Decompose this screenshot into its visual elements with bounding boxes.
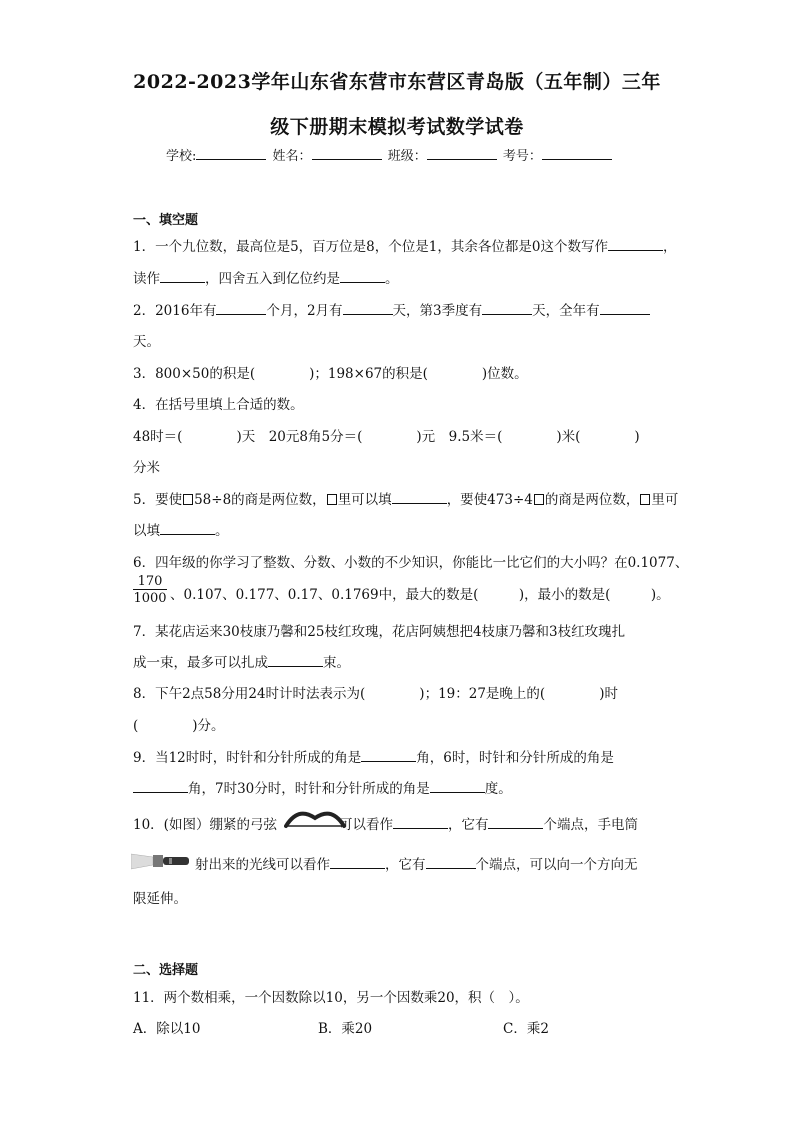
answer-blank[interactable] xyxy=(393,816,448,829)
question-5-text: 里可以填 xyxy=(337,492,392,508)
question-5-line1 xyxy=(133,488,678,508)
question-2-text: 天，全年有 xyxy=(532,303,600,319)
question-7-line2 xyxy=(133,651,350,671)
answer-blank[interactable] xyxy=(340,270,385,283)
square-box-icon xyxy=(534,494,544,505)
answer-blank[interactable] xyxy=(330,856,385,869)
question-1-text: 。 xyxy=(385,271,399,287)
answer-blank[interactable] xyxy=(268,654,323,667)
question-10-text: 可以看作 xyxy=(338,817,393,833)
answer-blank[interactable] xyxy=(133,780,188,793)
question-5-text: 的商是两位数， xyxy=(544,492,640,508)
school-label: 学校: xyxy=(166,149,197,164)
question-7-text: 成一束，最多可以扎成 xyxy=(133,655,268,671)
question-4-line: 48时＝( )天 20元8角5分＝( )元 9.5米＝( )米( ) xyxy=(133,429,640,445)
answer-blank[interactable] xyxy=(343,302,393,315)
question-5-text: ，要使473÷4 xyxy=(446,492,533,508)
fraction-170-over-1000 xyxy=(133,574,167,607)
question-2-text: 2．2016年有 xyxy=(133,303,217,319)
bow-string-image xyxy=(284,810,346,830)
answer-blank[interactable] xyxy=(600,302,650,315)
name-blank[interactable] xyxy=(312,147,382,160)
school-blank[interactable] xyxy=(196,147,266,160)
answer-blank[interactable] xyxy=(361,749,416,762)
class-label: 班级： xyxy=(387,149,427,164)
question-2-line2: 天。 xyxy=(133,334,160,350)
question-9-text: 角，7时30分时，时针和分针所成的角是 xyxy=(188,781,430,797)
question-6-line2: 、0.107、0.177、0.17、0.1769中，最大的数是( )，最小的数是( )。 xyxy=(170,587,670,603)
question-10-line1 xyxy=(133,813,638,833)
section-heading-fill-in: 一、填空题 xyxy=(133,213,199,228)
question-4-prompt: 4．在括号里填上合适的数。 xyxy=(133,397,304,413)
question-10-text: 个端点，手电筒 xyxy=(543,817,638,833)
name-label: 姓名： xyxy=(272,149,312,164)
question-10-text: ，它有 xyxy=(385,857,426,873)
question-10-text: 个端点，可以向一个方向无 xyxy=(475,857,638,873)
question-1-line1 xyxy=(133,235,676,255)
option-c[interactable]: C．乘2 xyxy=(503,1021,549,1037)
answer-blank[interactable] xyxy=(430,780,485,793)
fraction-numerator: 170 xyxy=(133,574,167,590)
question-1-text: ，四舍五入到亿位约是 xyxy=(205,271,340,287)
question-9-line2 xyxy=(133,777,512,797)
section-heading-choice: 二、选择题 xyxy=(133,963,199,978)
fraction-denominator: 1000 xyxy=(133,591,167,606)
question-7-line1: 7．某花店运来30枝康乃馨和25枝红玫瑰，花店阿姨想把4枝康乃馨和3枝红玫瑰扎 xyxy=(133,624,626,640)
answer-blank[interactable] xyxy=(160,522,215,535)
question-11-stem: 11．两个数相乘，一个因数除以10，另一个因数乘20，积（ ）。 xyxy=(133,990,529,1006)
question-1-text: ， xyxy=(662,239,677,255)
exam-title-line1: 2022-2023学年山东省东营市东营区青岛版（五年制）三年 xyxy=(133,71,661,93)
answer-blank[interactable] xyxy=(482,302,532,315)
question-1-text: 读作 xyxy=(133,271,160,287)
question-2-text: 天，第3季度有 xyxy=(392,303,483,319)
question-9-text: 度。 xyxy=(484,781,512,797)
question-5-text: 里可 xyxy=(651,492,679,508)
square-box-icon xyxy=(183,494,193,505)
question-5-text: 。 xyxy=(215,523,229,539)
question-8-line2: ( )分。 xyxy=(133,718,225,734)
question-8-line1: 8．下午2点58分用24时计时法表示为( )；19：27是晚上的( )时 xyxy=(133,686,618,702)
square-box-icon xyxy=(327,494,337,505)
question-9-text: 9．当12时时，时针和分针所成的角是 xyxy=(133,750,362,766)
question-9-text: 角，6时，时针和分针所成的角是 xyxy=(416,750,614,766)
answer-blank[interactable] xyxy=(392,491,447,504)
question-2-line1 xyxy=(133,299,650,319)
question-10-text: ，它有 xyxy=(447,817,489,833)
question-5-text: 58÷8的商是两位数， xyxy=(194,492,326,508)
question-10-text: 10．(如图）绷紧的弓弦 xyxy=(133,817,277,833)
question-10-line3: 限延伸。 xyxy=(133,891,187,907)
question-2-text: 个月，2月有 xyxy=(266,303,343,319)
flashlight-image xyxy=(131,848,191,874)
question-5-text: 5．要使 xyxy=(133,492,183,508)
question-1-text: 1．一个九位数，最高位是5，百万位是8，个位是1，其余各位都是0这个数写作 xyxy=(133,239,608,255)
answer-blank[interactable] xyxy=(160,270,205,283)
question-4-tail: 分米 xyxy=(133,460,160,476)
question-10-text: 射出来的光线可以看作 xyxy=(195,857,330,873)
answer-blank[interactable] xyxy=(608,238,663,251)
square-box-icon xyxy=(640,494,650,505)
question-5-text: 以填 xyxy=(133,523,160,539)
student-info-row xyxy=(166,145,614,164)
question-5-line2 xyxy=(133,519,229,539)
question-1-line2 xyxy=(133,267,399,287)
answer-blank[interactable] xyxy=(488,816,543,829)
question-9-line1 xyxy=(133,746,614,766)
question-6-line1: 6．四年级的你学习了整数、分数、小数的不少知识，你能比一比它们的大小吗？在0.1077、 xyxy=(133,555,689,571)
question-10-line2 xyxy=(195,853,638,873)
question-7-text: 束。 xyxy=(323,655,350,671)
option-b[interactable]: B．乘20 xyxy=(318,1021,373,1037)
question-3: 3．800×50的积是( )；198×67的积是( )位数。 xyxy=(133,366,528,382)
number-blank[interactable] xyxy=(542,147,612,160)
option-a[interactable]: A．除以10 xyxy=(133,1021,201,1037)
answer-blank[interactable] xyxy=(216,302,266,315)
class-blank[interactable] xyxy=(427,147,497,160)
number-label: 考号： xyxy=(502,149,542,164)
exam-title-line2: 级下册期末模拟考试数学试卷 xyxy=(270,116,524,138)
answer-blank[interactable] xyxy=(426,856,476,869)
